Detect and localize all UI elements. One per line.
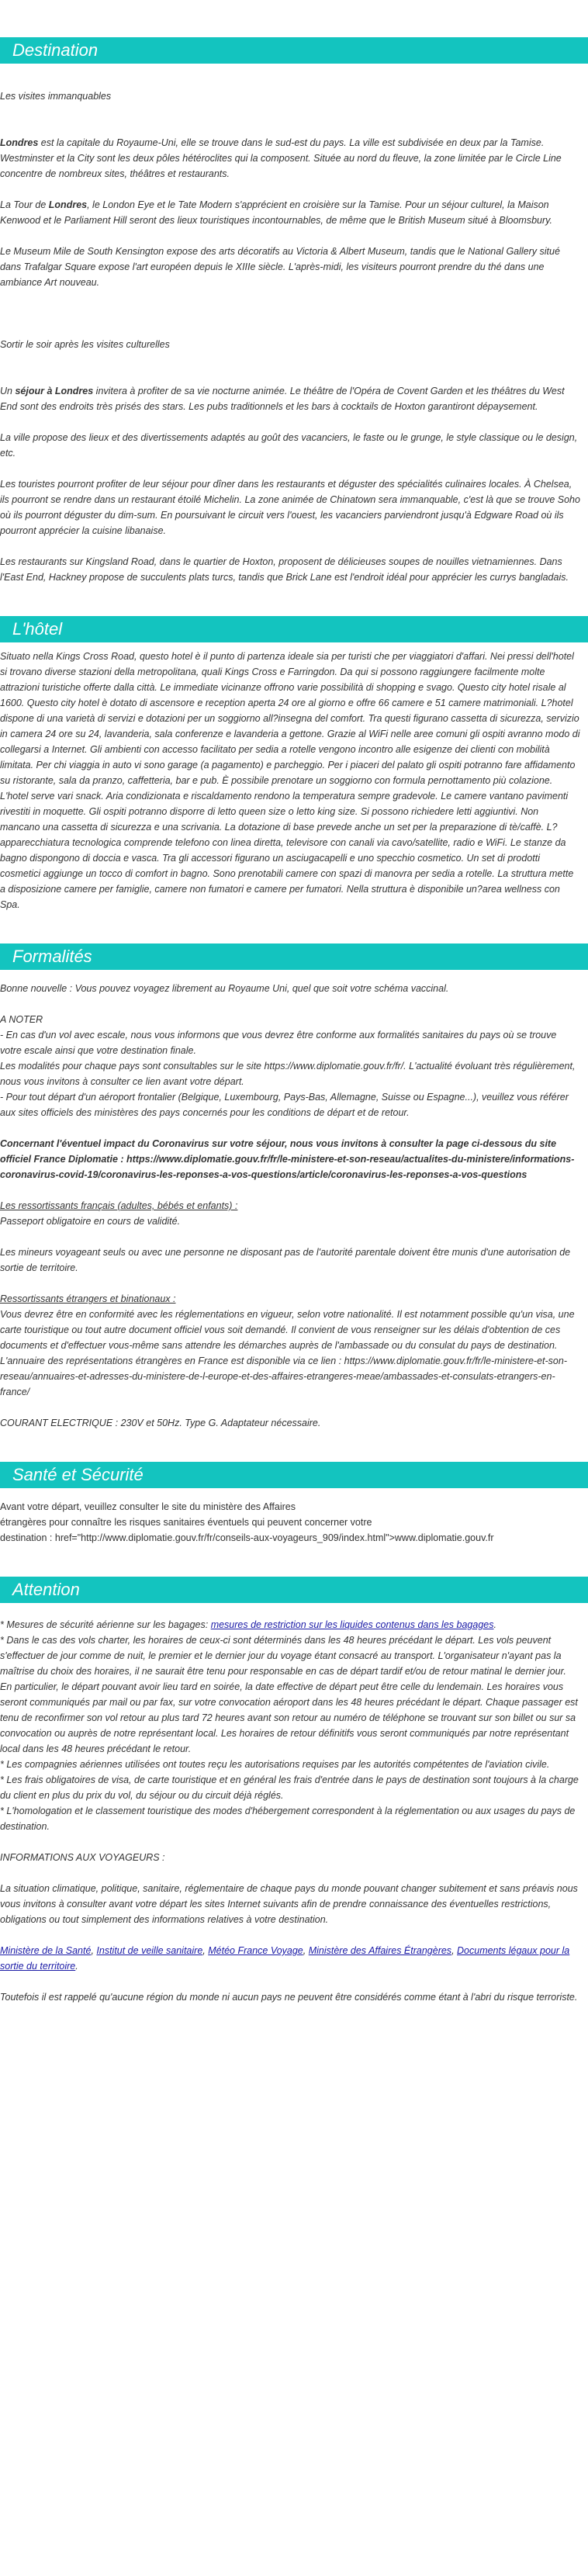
text: . [493,1619,496,1630]
paragraph: * Les compagnies aériennes utilisées ont toutes reçu les autorisations requises par les autorités compétentes de l'aviation civile. [0,1759,550,1770]
paragraph [0,1136,580,1182]
paragraph [0,1198,580,1214]
links-paragraph: Ministère de la Santé, Institut de veille sanitaire, Météo France Voyage, Ministère des Affaires Étrangères, Documents légaux pour la sortie du territoire. [0,1945,570,1972]
paragraph: étrangères pour connaître les risques sanitaires éventuels qui peuvent concerner votre [0,1517,372,1528]
bold-text: Londres [48,199,88,210]
paragraph: * Les frais obligatoires de visa, de carte touristique et en général les frais d'entrée dans le pays de destination sont toujours à la charge du client en plus du prix du vol, du séjour ou du circuit déjà réglés. [0,1774,579,1801]
paragraph: Les modalités pour chaque pays sont consultables sur le site https://www.diplomatie.gouv.fr/fr/. L'actualité évoluant très régulièrement, nous vous invitons à consulter ce lien avant votre départ. [0,1061,576,1087]
text: , le London Eye et le Tate Modern s'apprécient en croisière sur la Tamise. Pour un séjour culturel, la Maison Kenwood et le Parliament Hill seront des lieux touristiques incontournables, de même que le British Museum situé à Bloomsbury. [0,199,552,226]
underlined-title: Les ressortissants français (adultes, bébés et enfants) : [0,1200,238,1211]
link-affaires-etrangeres[interactable]: Ministère des Affaires Étrangères [308,1945,452,1956]
section-header-sante: Santé et Sécurité [0,1462,588,1488]
paragraph: Le Museum Mile de South Kensington expose des arts décoratifs au Victoria & Albert Museum, tandis que le National Gallery situé dans Trafalgar Square expose l'art européen depuis le XIIIe siècle. L'après-midi, les visiteurs pourront prendre du thé dans une ambiance Art nouveau. [0,246,560,288]
text: invitera à profiter de sa vie nocturne animée. Le théâtre de l'Opéra de Covent Garden et les théâtres du West End sont des endroits très prisés des stars. Les pubs traditionnels et les bars à cocktails de Hoxton garantiront dépaysement. [0,386,565,412]
section-formalites [0,970,588,1462]
link-ministere-sante[interactable]: Ministère de la Santé [0,1945,92,1956]
paragraph: La situation climatique, politique, sanitaire, réglementaire de chaque pays du monde pouvant changer subitement et sans préavis nous vous invitons à consulter avant votre départ les sites Internet suivants afin de prendre connaissance des éventuelles restrictions, obligations ou tout simplement des informations relatives à votre destination. [0,1883,578,1925]
subtitle-sortir: Sortir le soir après les visites culturelles [0,339,170,350]
paragraph: L'annuaire des représentations étrangères en France est disponible via ce lien : https://www.diplomatie.gouv.fr/fr/le-ministere-et-son-reseau/annuaires-et-adresses-du-ministere-de-l-europe-et-des-affaires-etrangeres-meae/ambassades-et-consulats-etrangers-en-france/ [0,1356,567,1397]
section-hotel [0,642,588,943]
section-header-formalites: Formalités [0,943,588,970]
bold-text: Londres [0,137,39,148]
subtitle-visites: Les visites immanquables [0,91,112,102]
paragraph: Les restaurants sur Kingsland Road, dans le quartier de Hoxton, proposent de délicieuses soupes de nouilles vietnamiennes. Dans l'East End, Hackney propose de succulents plats turcs, tandis que Brick Lane est l'endroit idéal pour apprécier les currys bangladais. [0,556,569,583]
liquids-restriction-link[interactable]: mesures de restriction sur les liquides contenus dans les bagages [210,1619,494,1630]
paragraph: Les mineurs voyageant seuls ou avec une personne ne disposant pas de l'autorité parentale doivent être munis d'une autorisation de sortie de territoire. [0,1247,571,1273]
paragraph: Vous devrez être en conformité avec les réglementations en vigueur, selon votre nationalité. Il est notamment possible qu'un visa, une carte touristique ou tout autre document officiel vous soit demandé. Il convient de vous renseigner sur les délais d'obtention de ces documents et d'effectuer vous-même sans attendre les démarches auprès de l'ambassade ou du consulat du pays de destination. [0,1309,575,1351]
paragraph: Avant votre départ, veuillez consulter le site du ministère des Affaires [0,1501,296,1512]
bold-text: Concernant l'éventuel impact du Coronavirus sur votre séjour, nous vous invitons à consulter la page ci-dessous du site officiel France Diplomatie : https://www.diplomatie.gouv.fr/fr/le-ministere-et-son-reseau/actualites-du-ministere/informations-coronavirus-covid-19/coronavirus-les-reponses-a-vos-questions/article/coronavirus-les-reponses-a-vos-questions [0,1138,575,1180]
text: * Mesures de sécurité aérienne sur les bagages: [0,1619,211,1630]
paragraph: La ville propose des lieux et des divertissements adaptés au goût des vacanciers, le faste ou le grunge, le style classique ou le design, etc. [0,432,578,459]
paragraph: * Dans le cas des vols charter, les horaires de ceux-ci sont déterminés dans les 48 heures précédant le départ. Les vols peuvent s'effectuer de jour comme de nuit, le premier et le dernier jour du voyage étant consacré au transport. L'organisateur n'ayant pas la maîtrise du choix des horaires, il ne saurait être tenu pour responsable en cas de départ tardif et/ou de retour matinal le dernier jour. En particulier, le départ pouvant avoir lieu tard en soirée, la date effective de départ peut être celle du lendemain. Les horaires vous seront communiqués par mail ou par fax, sur votre convocation aéroport dans les 48 heures précédant le départ. Chaque passager est tenu de reconfirmer son vol retour au plus tard 72 heures avant son retour au numéro de téléphone se trouvant sur son billet ou sur sa convocation ou auprès de notre représentant local. Les horaires de retour définitifs vous seront communiqués par notre représentant local dans les 48 heures précédant le retour. [0,1635,578,1754]
note-title: A NOTER [0,1014,43,1025]
paragraph: destination : href="http://www.diplomatie.gouv.fr/fr/conseils-aux-voyageurs_909/index.html">www.diplomatie.gouv.fr [0,1532,494,1543]
bold-text: séjour à Londres [15,386,94,396]
paragraph [0,135,580,182]
link-veille-sanitaire[interactable]: Institut de veille sanitaire [96,1945,203,1956]
paragraph: Bonne nouvelle : Vous pouvez voyagez librement au Royaume Uni, quel que soit votre schéma vaccinal. [0,983,449,994]
paragraph: COURANT ELECTRIQUE : 230V et 50Hz. Type G. Adaptateur nécessaire. [0,1418,321,1428]
section-sante [0,1488,588,1577]
link-meteo-france[interactable]: Météo France Voyage [208,1945,303,1956]
paragraph: - En cas d'un vol avec escale, nous vous informons que vous devrez être conforme aux formalités sanitaires du pays où se trouve votre escale ainsi que votre destination finale. [0,1030,557,1056]
page [0,37,588,2036]
info-title: INFORMATIONS AUX VOYAGEURS : [0,1852,165,1863]
section-header-destination: Destination [0,37,588,64]
section-header-hotel: L'hôtel [0,616,588,642]
text: Un [0,386,16,396]
text: est la capitale du Royaume-Uni, elle se trouve dans le sud-est du pays. La ville est subdivisée en deux par la Tamise. Westminster et la City sont les deux pôles hétéroclites qui la composent. Située au nord du fleuve, la zone limitée par le Circle Line concentre de nombreux sites, théâtres et restaurants. [0,137,562,179]
paragraph [0,383,580,414]
paragraph: * L'homologation et le classement touristique des modes d'hébergement correspondent à la réglementation ou aux usages du pays de destination. [0,1806,576,1832]
paragraph [0,1617,580,1633]
paragraph: Les touristes pourront profiter de leur séjour pour dîner dans les restaurants et déguster des spécialités culinaires locales. À Chelsea, ils pourront se rendre dans un restaurant étoilé Michelin. La zone animée de Chinatown sera immanquable, c'est là que se trouve Soho où ils pourront déguster du dim-sum. En poursuivant le circuit vers l'ouest, les vacanciers parviendront jusqu'à Edgware Road où ils pourront apprécier la cuisine libanaise. [0,479,580,536]
paragraph [0,1291,580,1307]
paragraph: - Pour tout départ d'un aéroport frontalier (Belgique, Luxembourg, Pays-Bas, Allemagne, Suisse ou Espagne...), veuillez vous référer aux sites officiels des ministères des pays concernés pour les conditions de départ et de retour. [0,1092,569,1118]
section-destination [0,64,588,616]
link-documents-legaux[interactable]: Documents légaux pour la sortie du territoire [0,1945,570,1972]
paragraph: Passeport obligatoire en cours de validité. [0,1216,181,1227]
paragraph: Toutefois il est rappelé qu'aucune région du monde ni aucun pays ne peuvent être considérés comme étant à l'abri du risque terroriste. [0,1992,578,2003]
hotel-description: Situato nella Kings Cross Road, questo hotel è il punto di partenza ideale sia per turisti che per viaggiatori d'affari. Nei pressi dell'hotel si trovano diverse stazioni della metropolitana, quali Kings Cross e Farringdon. Da qui si possono raggiungere facilmente molte attrazioni turistiche offerte dalla città. Le immediate vicinanze offrono varie possibilità di shopping e svago. Questo city hotel risale al 1600. Questo city hotel è dotato di ascensore e reception aperta 24 ore al giorno e offre 66 camere e 51 camere matrimoniali. L?hotel dispone di una varietà di servizi e dotazioni per un soggiorno all?insegna del comfort. Tra questi figurano cassetta di sicurezza, servizio in camera 24 ore su 24, lavanderia, sala conferenze e lavanderia a gettone. Grazie al WiFi nelle aree comuni gli ospiti avranno modo di collegarsi a Internet. Gli ambienti con accesso facilitato per sedia a rotelle vengono incontro alle esigenze dei clienti con mobilità limitata. Per chi viaggia in auto vi sono garage (a pagamento) e parcheggio. Per i piaceri del palato gli ospiti potranno fare affidamento su ristorante, sala da pranzo, caffetteria, bar e pub. È possibile prenotare un soggiorno con formula pernottamento più colazione. L'hotel serve vari snack. Aria condizionata e riscaldamento rendono la temperatura sempre gradevole. Le camere vantano pavimenti rivestiti in moquette. Gli ospiti potranno disporre di letto queen size o letto king size. Si possono richiedere letti aggiuntivi. Non mancano una cassetta di sicurezza e una scrivania. La dotazione di base prevede anche un set per la preparazione di tè/caffè. L?apparecchiatura tecnologica comprende telefono con linea diretta, televisore con canali via cavo/satellite, radio e WiFi. Le stanze da bagno dispongono di doccia e vasca. Tra gli accessori figurano un asciugacapelli e uno specchio cosmetico. Un set di prodotti cosmetici aggiunge un tocco di comfort in bagno. Sono prenotabili camere con spazi di manovra per sedia a rotelle. La struttura mette a disposizione camere per famiglie, camere non fumatori e camere per fumatori. Nella struttura è disponibile un?area wellness con Spa. [0,651,580,910]
paragraph [0,197,580,228]
text: La Tour de [0,199,49,210]
section-header-attention: Attention [0,1577,588,1603]
underlined-title: Ressortissants étrangers et binationaux : [0,1293,176,1304]
section-attention [0,1603,588,2036]
